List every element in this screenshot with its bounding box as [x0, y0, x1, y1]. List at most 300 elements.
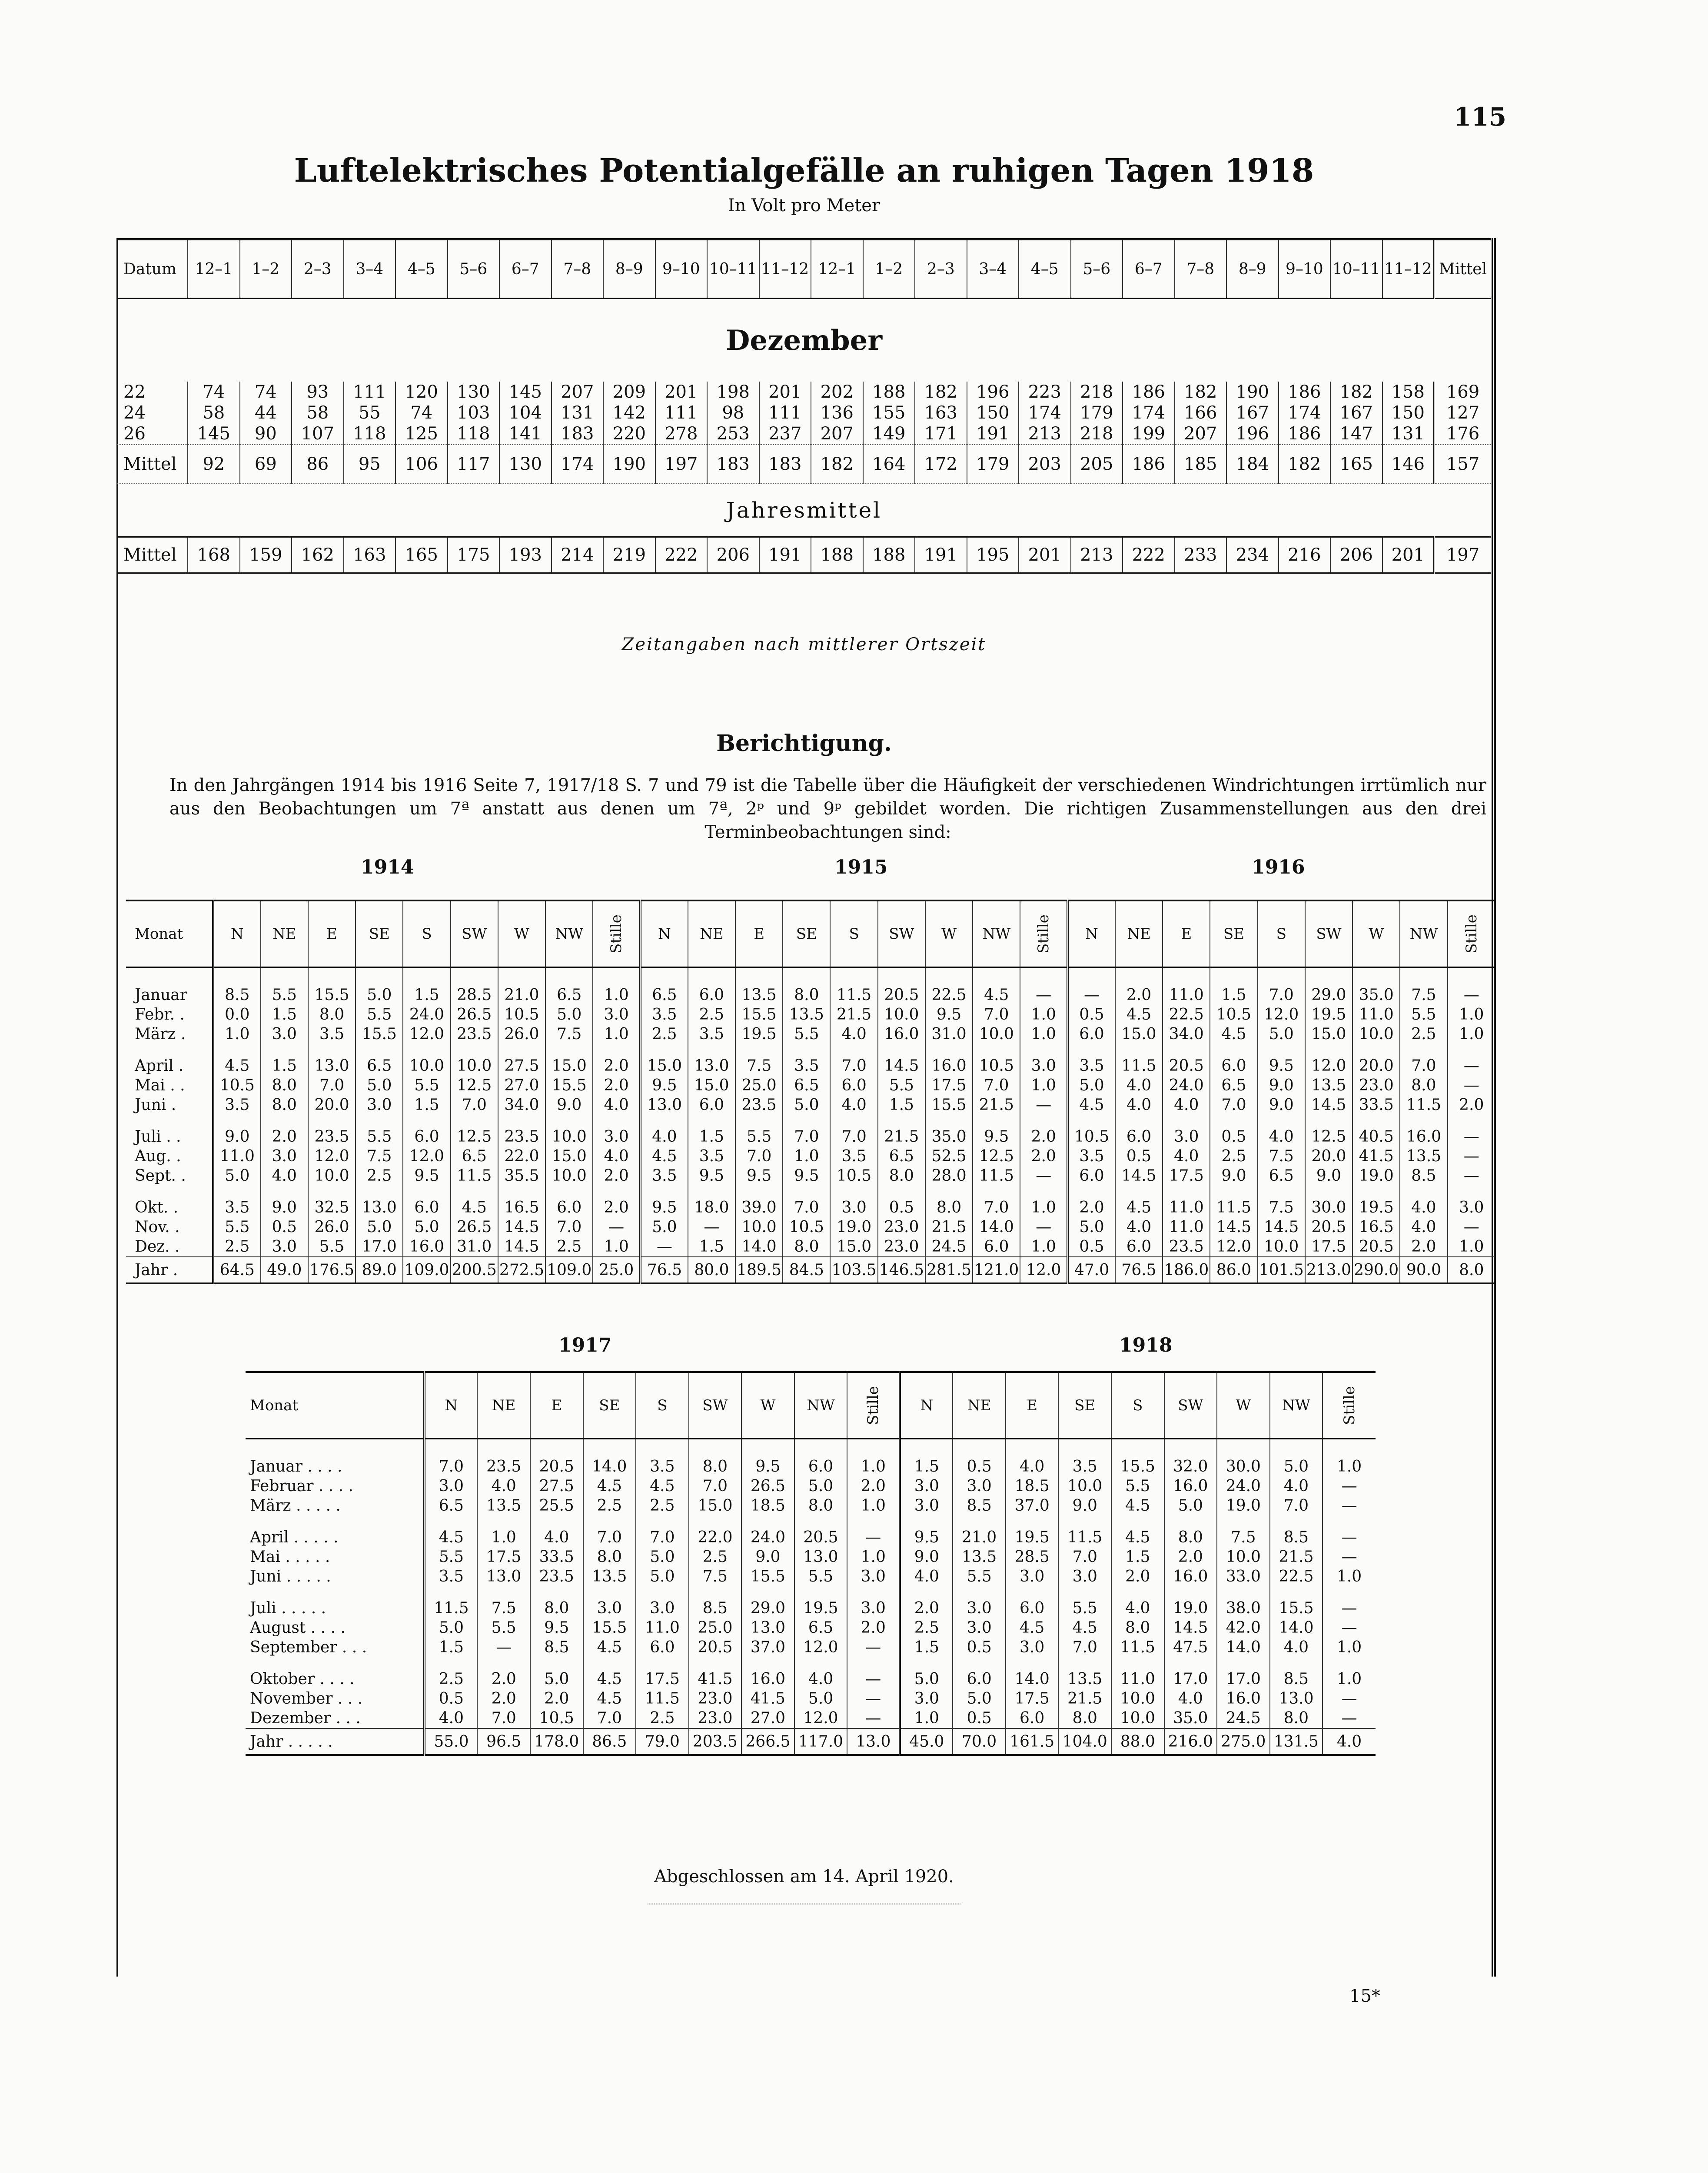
table-row: [126, 1146, 1495, 1166]
column-header: [847, 1372, 900, 1439]
table-cell: 7.5: [545, 1024, 593, 1044]
spacer-cell: [1217, 1657, 1270, 1669]
spacer-cell: [1068, 1115, 1115, 1127]
table-cell: 209: [603, 382, 655, 402]
table-cell: 157: [1434, 445, 1491, 484]
column-header: [689, 1372, 742, 1439]
spacer-cell: [1448, 967, 1495, 986]
table-cell: 24.0: [1217, 1476, 1270, 1496]
direction-label: N: [920, 1397, 934, 1414]
table-row: [117, 382, 1491, 402]
table-cell: 163: [344, 537, 396, 573]
spacer-cell: [1068, 1044, 1115, 1056]
table-cell: 12.0: [1305, 1056, 1352, 1076]
table-cell: 23.5: [735, 1095, 783, 1115]
table-cell: 0.5: [1068, 1237, 1115, 1257]
table-cell: 9.0: [261, 1198, 308, 1217]
month-label: Januar . . . .: [250, 1458, 342, 1475]
table-cell: 20.5: [530, 1457, 583, 1476]
table-row: [246, 1669, 1376, 1689]
table-cell: 7.5: [477, 1598, 530, 1618]
table-cell: 9.5: [925, 1005, 973, 1024]
table-cell: 41.5: [1352, 1146, 1400, 1166]
table-cell: 3.0: [953, 1618, 1006, 1638]
year-label-1916: 1916: [1252, 856, 1305, 878]
spacer-cell: [783, 1044, 830, 1056]
table-cell: 10.0: [878, 1005, 925, 1024]
table-cell: 3.5: [688, 1024, 735, 1044]
spacer-row: [246, 1515, 1376, 1528]
table-cell: 11.5: [1400, 1095, 1447, 1115]
table-cell: 16.0: [925, 1056, 973, 1076]
table-cell: 1.5: [425, 1638, 478, 1657]
table-cell: 27.5: [530, 1476, 583, 1496]
table-cell: 5.0: [636, 1547, 689, 1567]
spacer-cell: [783, 1186, 830, 1198]
table-cell: —: [1448, 1076, 1495, 1095]
table-row: [126, 1005, 1495, 1024]
table-cell: 188: [811, 537, 863, 573]
spacer-cell: [1448, 1115, 1495, 1127]
table-cell: 18.5: [1006, 1476, 1059, 1496]
table-cell: —: [1323, 1598, 1376, 1618]
table-cell: 79.0: [636, 1728, 689, 1755]
spacer-cell: [477, 1515, 530, 1528]
table-cell: 5.5: [794, 1567, 847, 1586]
table-cell: 12.0: [1210, 1237, 1257, 1257]
table-cell: 9.0: [741, 1547, 794, 1567]
table-cell: 9.5: [688, 1166, 735, 1186]
table-cell: 17.5: [925, 1076, 973, 1095]
table-cell: 206: [1330, 537, 1382, 573]
month-label: Sept. .: [135, 1167, 186, 1185]
column-header: [356, 900, 403, 967]
table-cell: 4.0: [830, 1024, 877, 1044]
spacer-cell: [641, 967, 688, 986]
table-cell: 1.0: [1020, 1198, 1067, 1217]
table-cell: —: [1323, 1476, 1376, 1496]
spacer-cell: [741, 1657, 794, 1669]
table-cell: 14.0: [583, 1457, 636, 1476]
table-cell: 178.0: [530, 1728, 583, 1755]
table-cell: 7.0: [783, 1198, 830, 1217]
table-cell: 4.0: [641, 1127, 688, 1146]
table-cell: 8.5: [1400, 1166, 1447, 1186]
table-cell: 12.5: [451, 1076, 498, 1095]
month-label: März . . . . .: [250, 1497, 341, 1515]
table-cell: 186.0: [1163, 1257, 1210, 1283]
table-cell: 12.0: [403, 1024, 450, 1044]
spacer-cell: [1164, 1657, 1217, 1669]
table-cell: 13.5: [477, 1496, 530, 1515]
table-cell: 6.5: [545, 985, 593, 1005]
table-cell: 290.0: [1352, 1257, 1400, 1283]
table-cell: 5.0: [213, 1166, 260, 1186]
table-cell: 20.5: [1163, 1056, 1210, 1076]
table-cell: 5.5: [308, 1237, 356, 1257]
spacer-cell: [973, 1044, 1020, 1056]
table-cell: 4.5: [1006, 1618, 1059, 1638]
table-cell: 37.0: [741, 1638, 794, 1657]
table-cell: 7.5: [735, 1056, 783, 1076]
table-row: [117, 423, 1491, 445]
table-cell: 196: [967, 382, 1019, 402]
spacer-cell: [545, 1044, 593, 1056]
column-header: [1305, 900, 1352, 967]
table-cell: 223: [1019, 382, 1071, 402]
year-label-1914: 1914: [361, 856, 414, 878]
table-cell: 3.0: [1163, 1127, 1210, 1146]
table-cell: 11.0: [1163, 1198, 1210, 1217]
spacer-cell: [741, 1439, 794, 1457]
table-cell: 4.0: [1400, 1198, 1447, 1217]
table-cell: 165: [1330, 445, 1382, 484]
table-cell: 19.5: [794, 1598, 847, 1618]
row-label: Mittel: [117, 537, 188, 573]
table-cell: 183: [707, 445, 759, 484]
table-cell: 11.5: [973, 1166, 1020, 1186]
spacer-cell: [1163, 1044, 1210, 1056]
table-cell: 183: [759, 445, 811, 484]
column-header: 2–3: [292, 239, 344, 299]
spacer-cell: [1270, 1586, 1323, 1598]
spacer-row: [246, 1657, 1376, 1669]
table-cell: 14.5: [1210, 1217, 1257, 1237]
table-cell: 9.5: [641, 1076, 688, 1095]
table-cell: 21.5: [973, 1095, 1020, 1115]
table-cell: 15.0: [1115, 1024, 1163, 1044]
table-cell: 10.0: [1352, 1024, 1400, 1044]
table-cell: 5.0: [356, 1217, 403, 1237]
table-cell: 1.5: [900, 1638, 953, 1657]
table-row: [126, 1217, 1495, 1237]
spacer-cell: [878, 1044, 925, 1056]
table-cell: 4.0: [1323, 1728, 1376, 1755]
table-cell: —: [1323, 1708, 1376, 1728]
table-cell: 145: [499, 382, 552, 402]
spacer-cell: [356, 1044, 403, 1056]
table-cell: 9.5: [641, 1198, 688, 1217]
table-cell: 111: [655, 402, 708, 423]
table-cell: 130: [448, 382, 500, 402]
table-row: [246, 1457, 1376, 1476]
spacer-cell: [545, 1115, 593, 1127]
table-cell: 4.5: [425, 1528, 478, 1547]
table-cell: 15.5: [356, 1024, 403, 1044]
table-cell: 41.5: [689, 1669, 742, 1689]
table-cell: 4.0: [1115, 1217, 1163, 1237]
table-cell: 17.0: [1217, 1669, 1270, 1689]
column-header: 3–4: [967, 239, 1019, 299]
table-cell: 5.0: [403, 1217, 450, 1237]
table-cell: 5.5: [1058, 1598, 1111, 1618]
spacer-cell: [847, 1586, 900, 1598]
table-row: [246, 1638, 1376, 1657]
table-cell: 7.5: [356, 1146, 403, 1166]
table-cell: 13.5: [1305, 1076, 1352, 1095]
table-cell: 216.0: [1164, 1728, 1217, 1755]
table-cell: 5.5: [403, 1076, 450, 1095]
spacer-cell: [1163, 1186, 1210, 1198]
table-cell: 8.0: [1448, 1257, 1495, 1283]
table-cell: 4.5: [583, 1689, 636, 1708]
table-cell: 1.0: [1020, 1237, 1067, 1257]
page-title: Luftelektrisches Potentialgefälle an ruhigen Tagen 1918: [294, 152, 1314, 189]
table-cell: 3.0: [583, 1598, 636, 1618]
table-cell: 18.5: [741, 1496, 794, 1515]
table-cell: 1.5: [878, 1095, 925, 1115]
table-cell: 19.5: [1006, 1528, 1059, 1547]
table-cell: 3.0: [261, 1146, 308, 1166]
table-cell: 35.5: [498, 1166, 545, 1186]
table-cell: 6.0: [794, 1457, 847, 1476]
table-cell: 20.5: [878, 985, 925, 1005]
table-cell: 147: [1330, 423, 1382, 445]
table-cell: 4.5: [641, 1146, 688, 1166]
table-cell: 6.5: [1258, 1166, 1305, 1186]
table-cell: 3.5: [213, 1095, 260, 1115]
table-cell: 175: [448, 537, 500, 573]
table-cell: 207: [1175, 423, 1227, 445]
table-cell: 186: [1279, 423, 1331, 445]
spacer-cell: [213, 1044, 260, 1056]
table-cell: 0.5: [1068, 1005, 1115, 1024]
table-cell: 120: [395, 382, 448, 402]
table-cell: 275.0: [1217, 1728, 1270, 1755]
table-cell: 174: [552, 445, 604, 484]
spacer-cell: [1448, 1044, 1495, 1056]
direction-label: W: [941, 925, 957, 943]
spacer-cell: [425, 1439, 478, 1457]
spacer-cell: [1111, 1586, 1164, 1598]
spacer-cell: [1400, 1186, 1447, 1198]
spacer-cell: [1006, 1515, 1059, 1528]
table-cell: 213.0: [1305, 1257, 1352, 1283]
table-cell: 3.0: [1006, 1567, 1059, 1586]
column-header: Monat: [126, 900, 213, 967]
spacer-cell: [1270, 1515, 1323, 1528]
table-cell: 23.5: [308, 1127, 356, 1146]
table-cell: 0.5: [1115, 1146, 1163, 1166]
table-cell: 26.0: [308, 1217, 356, 1237]
table-cell: 14.5: [1164, 1618, 1217, 1638]
table-cell: 176.5: [308, 1257, 356, 1283]
table-cell: 1.0: [1020, 1076, 1067, 1095]
spacer-cell: [1210, 1186, 1257, 1198]
table-cell: 2.5: [689, 1547, 742, 1567]
spacer-cell: [1400, 1044, 1447, 1056]
table-cell: 159: [240, 537, 292, 573]
month-label: Februar . . . .: [250, 1477, 353, 1495]
table-cell: 3.0: [847, 1598, 900, 1618]
spacer-cell: [530, 1586, 583, 1598]
mean-row: [117, 445, 1491, 484]
table-cell: 35.0: [1352, 985, 1400, 1005]
table-cell: 7.0: [973, 1076, 1020, 1095]
table-cell: 6.0: [1006, 1708, 1059, 1728]
direction-label: NW: [807, 1397, 835, 1414]
table-cell: 55: [344, 402, 396, 423]
table-cell: 25.0: [593, 1257, 640, 1283]
table-cell: 234: [1226, 537, 1279, 573]
spacer-cell: [1111, 1657, 1164, 1669]
table-cell: 86.0: [1210, 1257, 1257, 1283]
table-cell: 3.0: [593, 1127, 640, 1146]
table-cell: 104.0: [1058, 1728, 1111, 1755]
table-cell: 193: [499, 537, 552, 573]
spacer-cell: [636, 1515, 689, 1528]
table-cell: 11.0: [1163, 985, 1210, 1005]
table-cell: 1.0: [847, 1547, 900, 1567]
spacer-cell: [1305, 1044, 1352, 1056]
spacer-cell: [1258, 1186, 1305, 1198]
table-cell: 201: [655, 382, 708, 402]
table-cell: 188: [863, 537, 915, 573]
table-cell: 25.0: [689, 1618, 742, 1638]
table-cell: 2.5: [688, 1005, 735, 1024]
table-row: [126, 1024, 1495, 1044]
column-header: [261, 900, 308, 967]
table-cell: 5.0: [641, 1217, 688, 1237]
table-cell: 4.0: [1400, 1217, 1447, 1237]
table-cell: 281.5: [925, 1257, 973, 1283]
column-header: [1058, 1372, 1111, 1439]
table-cell: 7.0: [830, 1056, 877, 1076]
table-cell: 22.0: [689, 1528, 742, 1547]
table-cell: 2.0: [593, 1198, 640, 1217]
column-header: [498, 900, 545, 967]
table-cell: 2.5: [641, 1024, 688, 1044]
table-cell: 7.0: [583, 1708, 636, 1728]
table-cell: 2.0: [530, 1689, 583, 1708]
table-cell: 7.0: [477, 1708, 530, 1728]
table-cell: 26.5: [451, 1217, 498, 1237]
column-header: [925, 900, 973, 967]
table-cell: 166: [1175, 402, 1227, 423]
table-cell: 35.0: [1164, 1708, 1217, 1728]
spacer-cell: [973, 1186, 1020, 1198]
table-cell: 5.5: [213, 1217, 260, 1237]
spacer-cell: [451, 1044, 498, 1056]
spacer-cell: [641, 1044, 688, 1056]
table-cell: 9.0: [1305, 1166, 1352, 1186]
spacer-cell: [1058, 1439, 1111, 1457]
spacer-cell: [925, 1186, 973, 1198]
table-cell: 2.0: [477, 1669, 530, 1689]
table-cell: 4.0: [530, 1528, 583, 1547]
spacer-cell: [900, 1657, 953, 1669]
column-header: 11–12: [759, 239, 811, 299]
table-cell: 13.0: [1270, 1689, 1323, 1708]
table-cell: 32.5: [308, 1198, 356, 1217]
direction-label: NW: [1282, 1397, 1310, 1414]
table-cell: 0.5: [425, 1689, 478, 1708]
table-cell: 8.0: [1270, 1708, 1323, 1728]
column-header: [1258, 900, 1305, 967]
table-cell: 4.0: [1258, 1127, 1305, 1146]
spacer-cell: [1258, 1115, 1305, 1127]
table-cell: —: [847, 1708, 900, 1728]
spacer-cell: [953, 1515, 1006, 1528]
column-header: [1163, 900, 1210, 967]
table-cell: 0.5: [1210, 1127, 1257, 1146]
table-cell: 203: [1019, 445, 1071, 484]
table-cell: 216: [1279, 537, 1331, 573]
table-cell: 8.0: [261, 1076, 308, 1095]
table-cell: 127: [1434, 402, 1491, 423]
table-cell: 174: [1123, 402, 1175, 423]
table-cell: 2.0: [847, 1618, 900, 1638]
row-label: 22: [123, 382, 146, 402]
table-cell: 11.5: [425, 1598, 478, 1618]
table-cell: 22.5: [925, 985, 973, 1005]
month-label: Okt. .: [135, 1199, 179, 1216]
table-cell: 7.0: [783, 1127, 830, 1146]
table-cell: 11.5: [451, 1166, 498, 1186]
table-cell: 64.5: [213, 1257, 260, 1283]
table-cell: 15.0: [689, 1496, 742, 1515]
table-cell: 201: [1019, 537, 1071, 573]
table-cell: 4.0: [593, 1146, 640, 1166]
table-cell: 206: [707, 537, 759, 573]
table-cell: 4.5: [583, 1669, 636, 1689]
table-cell: 4.0: [1270, 1476, 1323, 1496]
table-cell: 2.0: [593, 1076, 640, 1095]
table-cell: 32.0: [1164, 1457, 1217, 1476]
table-cell: 4.0: [900, 1567, 953, 1586]
spacer-cell: [1115, 1115, 1163, 1127]
table-cell: 15.5: [583, 1618, 636, 1638]
column-header: [213, 900, 260, 967]
table-cell: 3.5: [641, 1005, 688, 1024]
table-cell: 21.0: [953, 1528, 1006, 1547]
column-header: [1006, 1372, 1059, 1439]
spacer-row: [246, 1586, 1376, 1598]
spacer-cell: [830, 1186, 877, 1198]
table-cell: 24.0: [741, 1528, 794, 1547]
column-header: 5–6: [448, 239, 500, 299]
table-cell: 197: [1434, 537, 1491, 573]
table-cell: —: [1020, 1217, 1067, 1237]
table-cell: 19.0: [1217, 1496, 1270, 1515]
table-cell: 3.0: [261, 1237, 308, 1257]
table-cell: 2.0: [847, 1476, 900, 1496]
month-label: April .: [135, 1057, 184, 1075]
column-header: 12–1: [188, 239, 240, 299]
table-cell: 1.0: [593, 1024, 640, 1044]
table-cell: 200.5: [451, 1257, 498, 1283]
table-cell: 2.0: [1400, 1237, 1447, 1257]
spacer-cell: [356, 1115, 403, 1127]
spacer-cell: [498, 1115, 545, 1127]
table-cell: 28.5: [451, 985, 498, 1005]
table-cell: 21.5: [1270, 1547, 1323, 1567]
table-cell: 3.0: [636, 1598, 689, 1618]
spacer-cell: [1217, 1515, 1270, 1528]
table-cell: 172: [915, 445, 967, 484]
table-cell: 12.0: [1020, 1257, 1067, 1283]
table-cell: 184: [1226, 445, 1279, 484]
table-cell: 4.5: [1115, 1198, 1163, 1217]
spacer-cell: [477, 1586, 530, 1598]
table-cell: 17.5: [1163, 1166, 1210, 1186]
table-cell: 169: [1434, 382, 1491, 402]
spacer-cell: [126, 1186, 213, 1198]
spacer-cell: [794, 1586, 847, 1598]
table-cell: 13.0: [477, 1567, 530, 1586]
table-cell: 4.0: [1115, 1095, 1163, 1115]
spacer-cell: [1323, 1439, 1376, 1457]
